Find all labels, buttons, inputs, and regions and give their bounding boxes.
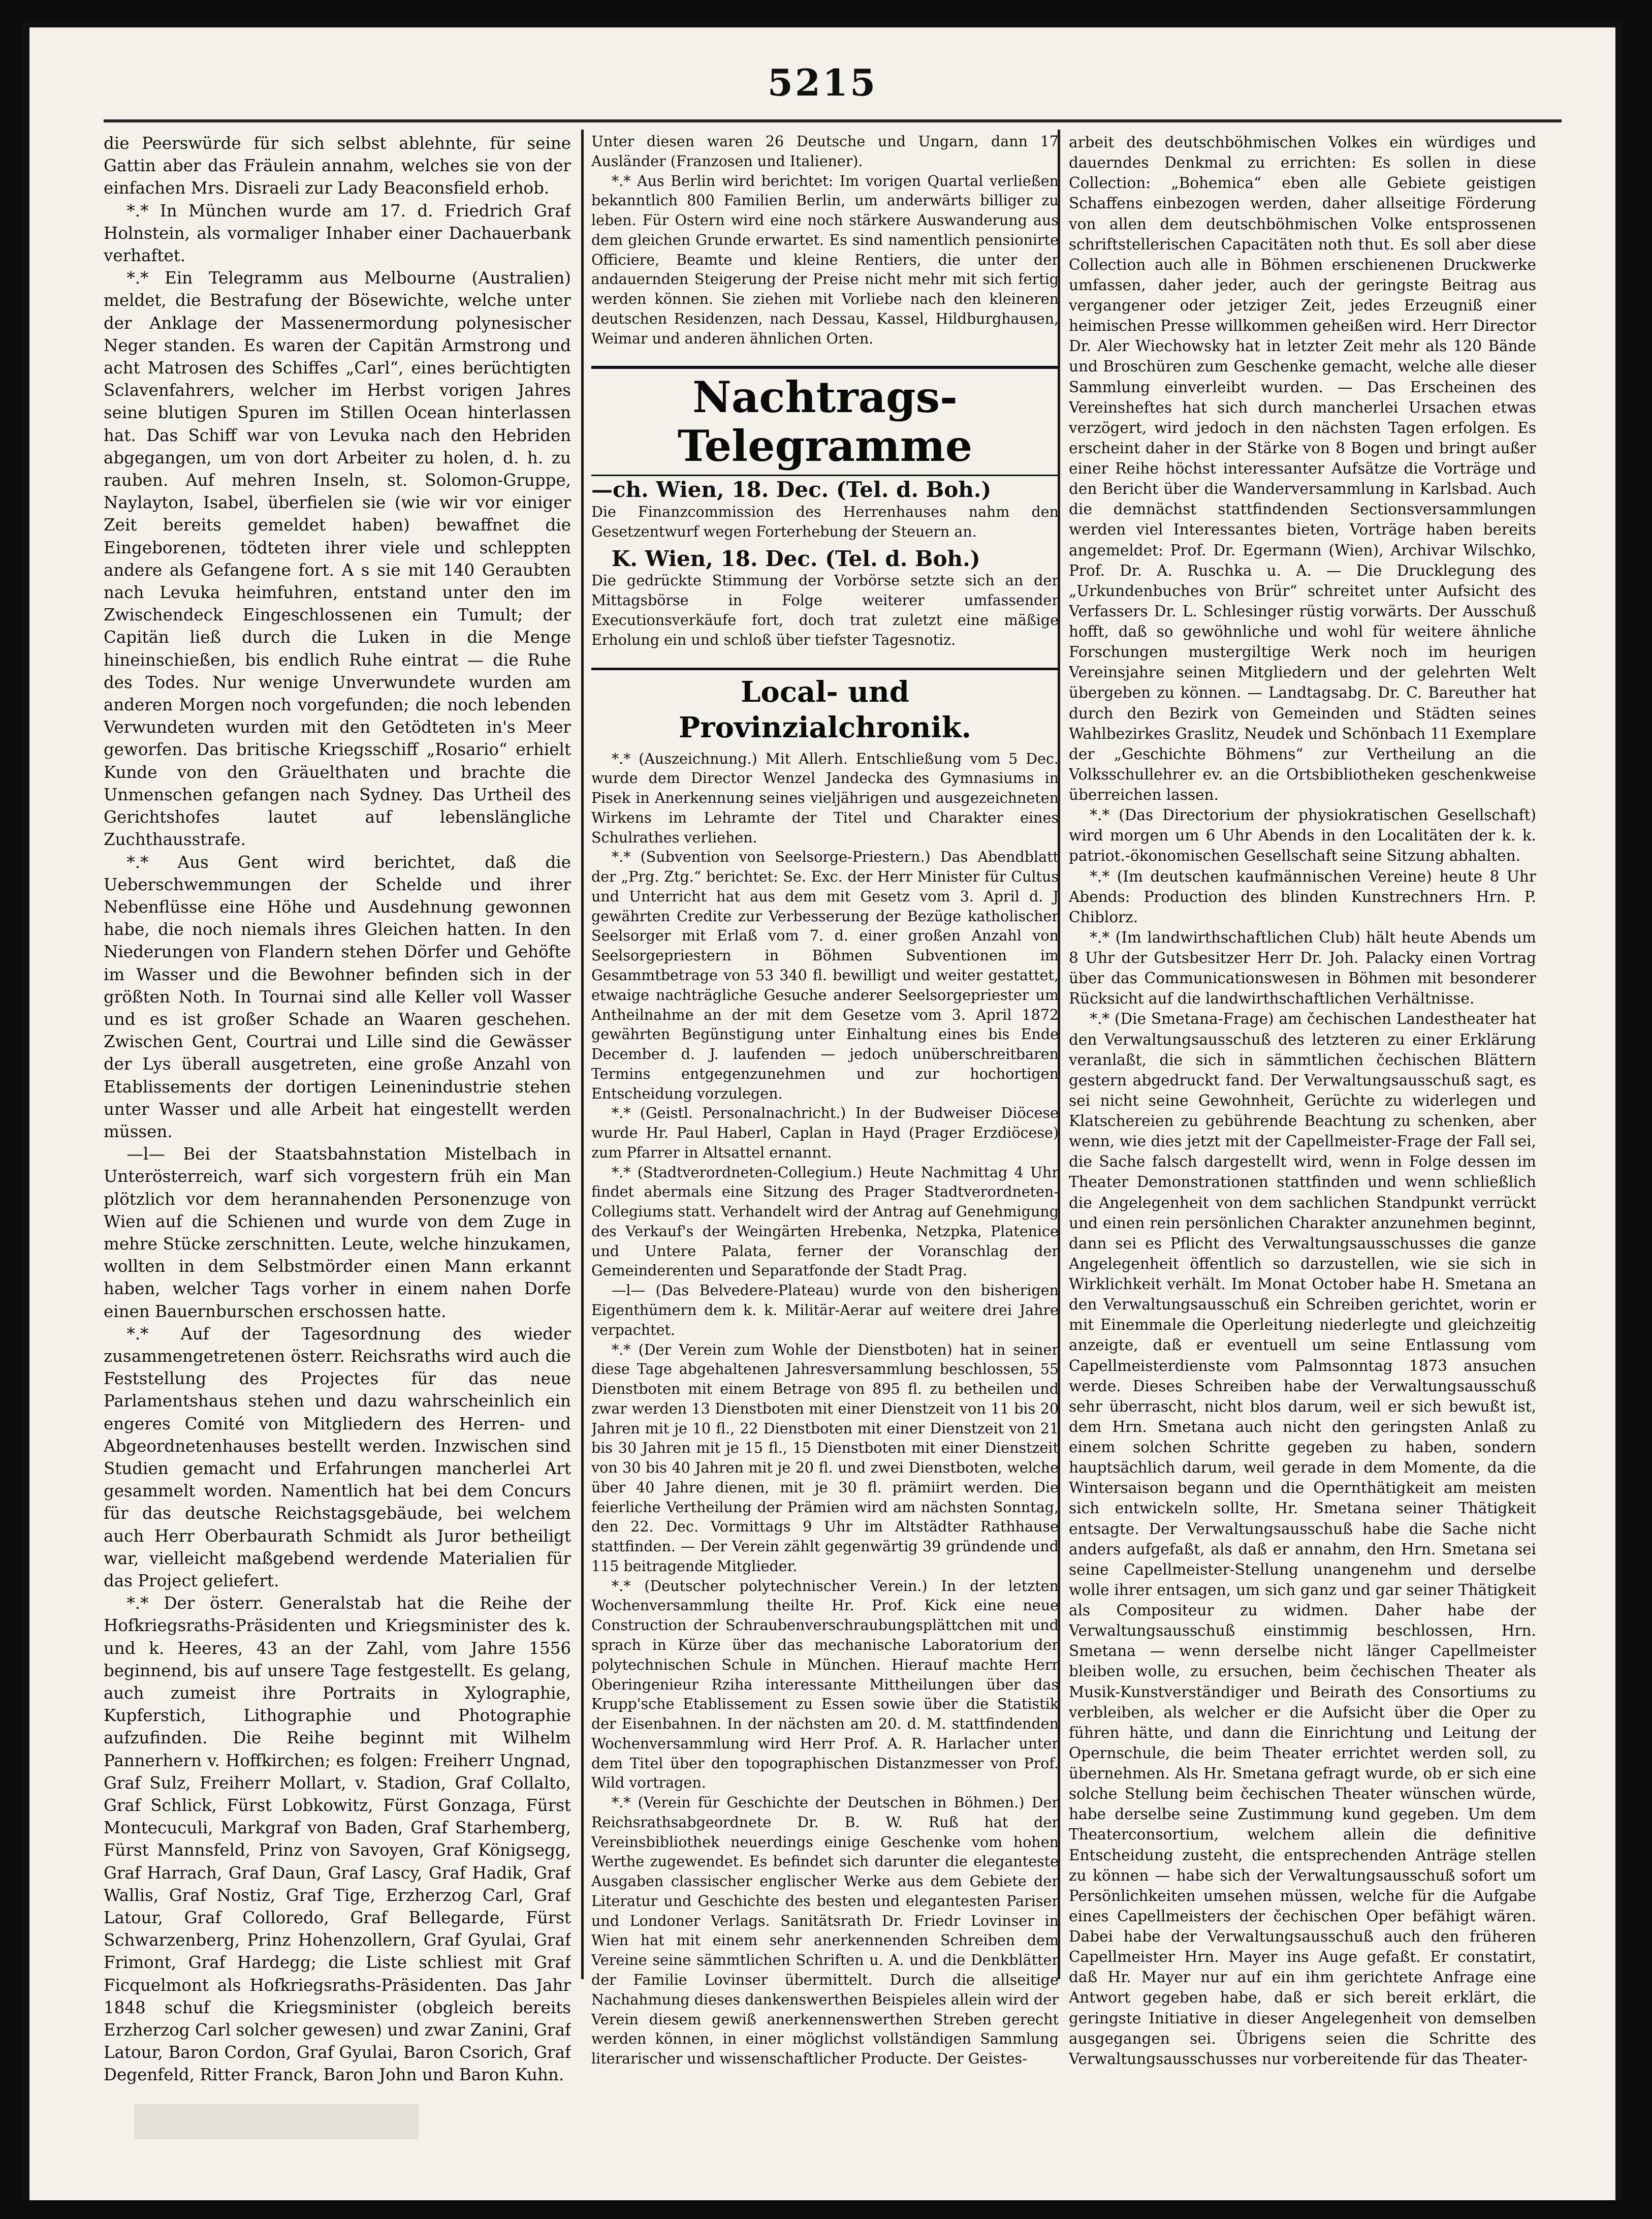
header-rule xyxy=(104,119,1562,122)
article-paragraph: *.* Aus Berlin wird berichtet: Im vorigen Quartal verließen bekanntlich 800 Familien Berlin, um anderwärts billiger zu leben. Für Ostern wird eine noch stärkere Auswanderung aus dem gleichen Grunde erwartet. Es sind namentlich pensionirte Officiere, Beamte und kleine Rentiers, die unter der andauernden Steigerung der Preise nicht mehr mit sich fertig werden können. Sie ziehen mit Vorliebe nach den kleineren deutschen Residenzen, nach Dessau, Kassel, Hildburghausen, Weimar und anderen ähnlichen Orten. xyxy=(591,172,1059,347)
article-paragraph: *.* (Verein für Geschichte der Deutschen in Böhmen.) Der Reichsrathsabgeordnete Dr. B. W. Ruß hat der Vereinsbibliothek neuerdings einige Geschenke vom hohen Werthe zugewendet. Es befindet sich darunter die eleganteste Ausgaben classischer englischer Werke aus dem Gebiete der Literatur und Geschichte des besten und elegantesten Pariser und Londoner Verlags. Sanitätsrath Dr. Friedr Lovinser in Wien hat mit einem sehr anerkennenden Schreiben dem Vereine seine sämmtlichen Schriften u. A. und die Denkblätter der Familie Lovinser übermittelt. Durch die allseitige Nachahmung dieses dankenswerthen Beispieles allein wird der Verein diesem gewiß anerkennenswerthen Streben gerecht werden können, in einer möglichst vollständigen Sammlung literarischer und wissenschaftlicher Producte. Der Geistes- xyxy=(591,1794,1059,2068)
chronicle-heading: Local- und Provinzialchronik. xyxy=(591,668,1059,745)
article-paragraph: —l— Bei der Staatsbahnstation Mistelbach in Unterösterreich, warf sich vorgestern früh ein Man plötzlich vor dem herannahenden Personenzuge von Wien auf die Schienen und wurde von dem Zuge in mehre Stücke zerschnitten. Leute, welche hinzukamen, wollten in dem Selbstmörder einen Mann erkannt haben, welcher Tags vorher in einem nahen Dorfe einen Bauernburschen erschossen hatte. xyxy=(104,1144,571,1321)
column-left xyxy=(104,132,571,2114)
article-paragraph: *.* (Deutscher polytechnischer Verein.) In der letzten Wochenversammlung theilte Hr. Prof. Kick eine neue Construction der Schraubenverschraubungsplättchen mit und sprach in Kürze über das mechanische Laboratorium der polytechnischen Schule in München. Hierauf machte Herr Oberingenieur Rziha interessante Mittheilungen über das Krupp'sche Etablissement zu Essen sowie über die Statistik der Eisenbahnen. In der nächsten am 20. d. M. stattfindenden Wochenversammlung wird Herr Prof. A. R. Harlacher unter dem Titel über den topographischen Distanzmesser von Prof. Wild vortragen. xyxy=(591,1577,1059,1792)
telegram-dateline: —ch. Wien, 18. Dec. (Tel. d. Boh.) xyxy=(591,477,992,503)
page-number: 5215 xyxy=(767,61,878,104)
article-paragraph: *.* Ein Telegramm aus Melbourne (Australien) meldet, die Bestrafung der Bösewichte, welche unter der Anklage der Massenermordung polynesischer Neger standen. Es waren der Capitän Armstrong und acht Matrosen des Schiffes „Carl“, eines berüchtigten Sclavenfahrers, welcher im Herbst vorigen Jahres seine blutigen Spuren im Stillen Ocean hinterlassen hat. Das Schiff war von Levuka nach den Hebriden abgegangen, um von dort Arbeiter zu holen, d. h. zu rauben. Auf mehren Inseln, st. Solomon-Gruppe, Naylayton, Isabel, überfielen sie (wie wir vor einiger Zeit bereits gemeldet haben) bewaffnet die Eingeborenen, tödteten ihrer viele und schleppten andere als Gefangene fort. A s sie mit 140 Geraubten nach Levuka heimfuhren, entstand unter den im Zwischendeck Eingeschlossenen ein Tumult; der Capitän ließ durch die Luken in die Menge hineinschießen, bis endlich Ruhe eintrat — die Ruhe des Todes. Nur wenige Unverwundete wurden am anderen Morgen noch vorgefunden; die noch lebenden Verwundeten wurden mit den Getödteten in's Meer geworfen. Das britische Kriegsschiff „Rosario“ erhielt Kunde von den Gräuelthaten und brachte die Unmenschen gefangen nach Sydney. Das Urtheil des Gerichtshofes lautet auf lebenslängliche Zuchthausstrafe. xyxy=(104,268,571,850)
article-paragraph: *.* (Der Verein zum Wohle der Dienstboten) hat in seiner diese Tage abgehaltenen Jahresversammlung beschlossen, 55 Dienstboten mit einem Betrage von 895 fl. zu betheilen und zwar werden 13 Dienstboten mit einer Dienstzeit von 11 bis 20 Jahren mit je 10 fl., 22 Dienstboten mit einer Dienstzeit von 21 bis 30 Jahren mit je 15 fl., 15 Dienstboten mit einer Dienstzeit von 30 bis 40 Jahren mit je 20 fl. und zwei Dienstboten, welche über 40 Jahre dienen, mit je 30 fl. prämiirt werden. Die feierliche Vertheilung der Prämien wird am nächsten Sonntag, den 22. Dec. Vormittags 9 Uhr im Altstädter Rathhause stattfinden. — Der Verein zählt gegenwärtig 39 gründende und 115 beitragende Mitglieder. xyxy=(591,1341,1059,1575)
page-border-top xyxy=(22,20,1623,27)
article-paragraph: *.* (Subvention von Seelsorge-Priestern.) Das Abendblatt der „Prg. Ztg.“ berichtet: Se. Exc. der Herr Minister für Cultus und Unterricht hat aus dem mit Gesetz vom 3. April d. J gewährten Credite zur Verbesserung der Bezüge katholischer Seelsorger mit Erlaß vom 7. d. einer großen Anzahl von Seelsorgepriestern in Böhmen Subventionen im Gesammtbetrage von 53 340 fl. bewilligt und weiter gestattet, etwaige nachträgliche Gesuche anderer Seelsorgepriester um Antheilnahme an der mit dem Gesetze vom 3. April 1872 gewährten Begünstigung unter Einhaltung eines bis Ende December d. J. laufenden — jedoch unüberschreitbaren Termins entgegenzunehmen und zur hochortigen Entscheidung vorzulegen. xyxy=(591,849,1059,1102)
library-stamp-smudge xyxy=(134,2104,419,2139)
article-paragraph: *.* Der österr. Generalstab hat die Reihe der Hofkriegsraths-Präsidenten und Kriegsminister des k. und k. Heeres, 43 an der Zahl, vom Jahre 1556 beginnend, bis auf unsere Tage festgestellt. Es gelang, auch zumeist ihre Portraits in Xylographie, Kupferstich, Lithographie und Photographie aufzufinden. Die Reihe beginnt mit Wilhelm Pannerhern v. Hoffkirchen; es folgen: Freiherr Ungnad, Graf Sulz, Freiherr Mollart, v. Stadion, Graf Collalto, Graf Schlick, Fürst Lobkowitz, Fürst Gonzaga, Fürst Montecuculi, Markgraf von Baden, Graf Starhemberg, Fürst Mannsfeld, Prinz von Savoyen, Graf Königsegg, Graf Harrach, Graf Daun, Graf Lascy, Graf Hadik, Graf Wallis, Graf Nostiz, Graf Tige, Erzherzog Carl, Graf Latour, Graf Colloredo, Graf Bellegarde, Fürst Schwarzenberg, Prinz Hohenzollern, Graf Gyulai, Graf Frimont, Graf Hardegg; die Liste schliest mit Graf Ficquelmont als Hofkriegsraths-Präsidenten. Das Jahr 1848 schuf die Kriegsminister (obgleich bereits Erzherzog Carl solcher gewesen) und zwar Zanini, Graf Latour, Baron Cordon, Graf Gyulai, Baron Csorich, Graf Degenfeld, Ritter Franck, Baron John und Baron Kuhn. xyxy=(104,1593,571,2085)
telegram-dateline: K. Wien, 18. Dec. (Tel. d. Boh.) xyxy=(611,546,980,571)
article-paragraph: *.* (Stadtverordneten-Collegium.) Heute Nachmittag 4 Uhr findet abermals eine Sitzung des Prager Stadtverordneten-Collegiums statt. Verhandelt wird der Antrag auf Genehmigung des Verkauf's der Weingärten Hrebenka, Netzpka, Platenice und Untere Palata, ferner der Voranschlag der Gemeinderenten und Separatfonde der Stadt Prag. xyxy=(591,1164,1059,1279)
telegram-heading: Nachtrags-Telegramme xyxy=(591,366,1059,476)
article-paragraph: *.* (Die Smetana-Frage) am čechischen Landestheater hat den Verwaltungsausschuß des letzteren zu einer Erklärung veranlaßt, die sich in sämmtlichen čechischen Blättern gestern abgedruckt fand. Der Verwaltungsausschuß sagt, es sei nicht seine Gewohnheit, Gerüchte zu widerlegen und Klatschereien zu gebührende Beachtung zu schenken, aber wenn, wie dies jetzt mit der Capellmeister-Frage der Fall sei, die Sache falsch dargestellt wird, wenn in Folge dessen im Theater Demonstrationen stattfinden und wenn schließlich die Angelegenheit von dem sachlichen Standpunkt verrückt und einen rein persönlichen Charakter anzunehmen beginnt, dann sei es Pflicht des Verwaltungsausschusses die ganze Angelegenheit öffentlich so darzustellen, wie sie sich in Wirklichkeit verhält. Im Monat October habe H. Smetana an den Verwaltungsausschuß ein Schreiben gerichtet, worin er mit Einemmale die Operleitung niederlegte und gleichzeitig anzeigte, daß er eventuell um seine Entlassung vom Capellmeisterdienste vom Palmsonntag 1873 ansuchen werde. Dieses Schreiben habe der Verwaltungsausschuß sehr überrascht, nicht blos darum, weil er sich bewußt ist, dem Hrn. Smetana auch nicht den geringsten Anlaß zu einem solchen Schritte gegeben zu haben, sondern hauptsächlich darum, weil gerade in dem Momente, da die Wintersaison begann und die Opernthätigkeit am meisten sich entwickeln sollte, Hr. Smetana seiner Thätigkeit entsagte. Der Verwaltungsausschuß habe die Sache nicht anders aufgefaßt, als daß er annahm, den Hrn. Smetana sei seine Capellmeister-Stellung unangenehm und derselbe wolle ihrer entsagen, um sich ganz und gar seiner Thätigkeit als Compositeur zu widmen. Daher habe der Verwaltungsausschuß einstimmig beschlossen, Hrn. Smetana — wenn derselbe nicht länger Capellmeister bleiben wolle, zu ersuchen, beim čechischen Theater als Musik-Kunstverständiger und Beirath des Consortiums zu verbleiben, als welcher er die Aufsicht über die Oper zu führen hätte, und dann die Einrichtung und Leitung der Opernschule, die beim Theater errichtet werden soll, zu übernehmen. Als Hr. Smetana gefragt wurde, ob er sich eine solche Stellung beim čechischen Theater wünschen würde, habe derselbe seine Zustimmung kund gegeben. Um dem Theaterconsortium, welchem allein die definitive Entscheidung zusteht, die entsprechenden Anträge stellen zu können — habe sich der Verwaltungsausschuß sofort um Persönlichkeiten umsehen müssen, welche für die Aufgabe eines Capellmeisters der čechischen Oper befähigt wären. Dabei habe der Verwaltungsausschuß auch den früheren Capellmeister Hrn. Mayer ins Auge gefaßt. Er constatirt, daß Hr. Mayer nur auf ein ihm gerichtete Anfrage eine Antwort gegeben habe, daß er sich bereit erklärt, die geringste Initiative in dieser Angelegenheit von demselben ausgegangen sei. Übrigens seien die Schritte des Verwaltungsausschusses nur vorbereitende für das Theater- xyxy=(1069,1010,1536,2068)
article-paragraph: die Peerswürde für sich selbst ablehnte, für seine Gattin aber das Fräulein annahm, welches sie von der einfachen Mrs. Disraeli zur Lady Beaconsfield erhob. xyxy=(104,134,571,198)
telegram-item xyxy=(591,546,1059,572)
article-paragraph: *.* Aus Gent wird berichtet, daß die Ueberschwemmungen der Schelde und ihrer Nebenflüsse eine Höhe und Ausdehnung gewonnen habe, die noch niemals ihres Gleichen hatten. In den Niederungen von Flandern stehen Dörfer und Gehöfte im Wasser und die Bewohner befinden sich in der größten Noth. In Tournai sind alle Keller voll Wasser und es ist großer Schade an Waaren geschehen. Zwischen Gent, Courtrai und Lille sind die Gewässer der Lys überall ausgetreten, eine große Anzahl von Etablissements der dortigen Leinenindustrie stehen unter Wasser und alle Arbeit hat eingestellt werden müssen. xyxy=(104,852,571,1141)
telegram-text: Die gedrückte Stimmung der Vorbörse setzte sich an der Mittagsbörse in Folge weiterer umfassender Executionsverkäufe fort, doch trat zuletzt eine mäßige Erholung ein und schloß über tiefster Tagesnotiz. xyxy=(591,572,1059,648)
article-paragraph: *.* (Das Directorium der physiokratischen Gesellschaft) wird morgen um 6 Uhr Abends in den Localitäten der k. k. patriot.-ökonomischen Gesellschaft seine Sitzung abhalten. xyxy=(1069,806,1536,865)
telegram-text: Die Finanzcommission des Herrenhauses nahm den Gesetzentwurf wegen Forterhebung der Steuern an. xyxy=(591,504,1059,540)
telegram-item xyxy=(591,477,1059,503)
page-border-left xyxy=(22,20,29,2200)
column-right xyxy=(1069,132,1536,2114)
article-paragraph: *.* (Auszeichnung.) Mit Allerh. Entschließung vom 5 Dec. wurde dem Director Wenzel Jandecka des Gymnasiums in Pisek in Anerkennung seines vieljährigen und ausgezeichneten Wirkens im Lehramte der Titel und Charakter eines Schulrathes verliehen. xyxy=(591,750,1059,846)
newspaper-page xyxy=(22,20,1623,2200)
article-paragraph: *.* In München wurde am 17. d. Friedrich Graf Holnstein, als vormaliger Inhaber einer Dachauerbank verhaftet. xyxy=(104,201,571,266)
article-paragraph: Unter diesen waren 26 Deutsche und Ungarn, dann 17 Ausländer (Franzosen und Italiener). xyxy=(591,133,1059,170)
article-paragraph: *.* Auf der Tagesordnung des wieder zusammengetretenen österr. Reichsraths wird auch die Feststellung des Projectes für das neue Parlamentshaus stehen und dazu wahrscheinlich ein engeres Comité von Mitgliedern des Herren- und Abgeordnetenhauses bestellt werden. Inzwischen sind Studien gemacht und Erfahrungen mancherlei Art gesammelt worden. Namentlich hat bei dem Concurs für das deutsche Reichstagsgebäude, bei welchem auch Herr Oberbaurath Schmidt als Juror betheiligt war, vielleicht maßgebend werdende Materialien für das Project geliefert. xyxy=(104,1324,571,1590)
article-paragraph: —l— (Das Belvedere-Plateau) wurde von den bisherigen Eigenthümern dem k. k. Militär-Aerar auf weitere drei Jahre verpachtet. xyxy=(591,1282,1059,1338)
page-border-right xyxy=(1615,20,1623,2200)
column-divider xyxy=(581,130,584,1979)
article-paragraph: *.* (Im landwirthschaftlichen Club) hält heute Abends um 8 Uhr der Gutsbesitzer Herr Dr. Joh. Palacky einen Vortrag über das Communicationswesen in Böhmen mit besonderer Rücksicht auf die landwirthschaftlichen Verhältnisse. xyxy=(1069,928,1536,1008)
article-paragraph: arbeit des deutschböhmischen Volkes ein würdiges und dauerndes Denkmal zu errichten: Es sollen in diese Collection: „Bohemica“ eben alle Gebiete geistigen Schaffens einbezogen werden, daher allseitige Förderung von allen dem deutschböhmischen Volke entsprossenen schriftstellerischen Capacitäten noth thut. Es soll aber diese Collection auch alle in Böhmen erschienenen Druckwerke umfassen, daher jeder, auch der geringste Beitrag aus vergangener oder jetziger Zeit, jedes Erzeugniß einer heimischen Presse willkommen geheißen wird. Herr Director Dr. Aler Wiechowsky hat in letzter Zeit mehr als 120 Bände und Broschüren zum Geschenke gemacht, welche alle dieser Sammlung einverleibt wurden. — Das Erscheinen des Vereinsheftes hat sich durch mancherlei Ursachen etwas verzögert, wird jedoch in den nächsten Tagen erfolgen. Es erscheint daher in der Stärke von 8 Bogen und bringt außer einer Reihe höchst interessanter Aufsätze die Vorträge und den Bericht über die Wanderversammlung in Karlsbad. Auch die demnächst stattfindenden Sectionsversammlungen werden viel Interessantes bieten, Vorträge haben bereits angemeldet: Prof. Dr. Egermann (Wien), Archivar Wilschko, Prof. Dr. A. Ruschka u. A. — Die Drucklegung des „Urkundenbuches von Brür“ schreitet unter Aufsicht des Verfassers Dr. L. Schlesinger rüstig vorwärts. Der Ausschuß hofft, daß so gewöhnliche und wohl für weitere ähnliche Forschungen mustergiltige Werk noch im heurigen Vereinsjahre seinen Mitgliedern und der gelehrten Welt übergeben zu können. — Landtagsabg. Dr. C. Bareuther hat durch den Bezirk von Gemeinden und Städten seines Wahlbezirkes Graslitz, Neudek und Schönbach 11 Exemplare der „Geschichte Böhmens“ zur Vertheilung an die Volksschullehrer ev. an die Ortsbibliotheken geschenkweise überreichen lassen. xyxy=(1069,134,1536,803)
article-paragraph: *.* (Geistl. Personalnachricht.) In der Budweiser Diöcese wurde Hr. Paul Haberl, Caplan in Hayd (Prager Erzdiöcese) zum Pfarrer in Altsattel ernannt. xyxy=(591,1105,1059,1161)
column-middle xyxy=(591,132,1059,2114)
article-paragraph: *.* (Im deutschen kaufmännischen Vereine) heute 8 Uhr Abends: Production des blinden Kunstrechners Hrn. P. Chiblorz. xyxy=(1069,867,1536,926)
